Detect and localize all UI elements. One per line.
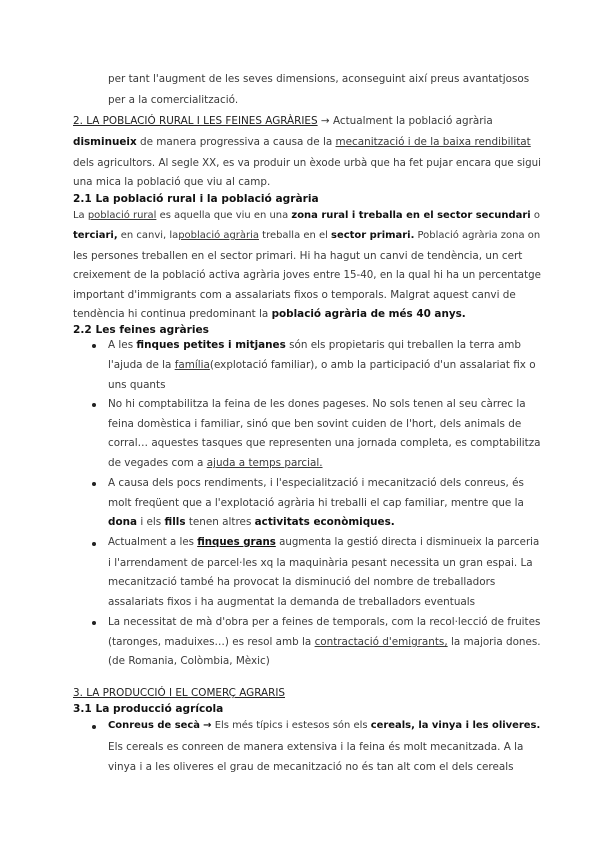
list-item-line <box>108 515 395 529</box>
paragraph-line: una mica la població que viu al camp. <box>73 176 271 188</box>
paragraph-line: important d'immigrants com a assalariats fixos o temporals. Malgrat aquest canvi de <box>73 289 516 301</box>
underlined-term: població rural <box>87 210 157 221</box>
paragraph-text: són els propietaris qui treballen la terra amb <box>289 339 521 351</box>
paragraph-text: Actualment a les <box>108 537 194 548</box>
paragraph-text: de manera progressiva a causa de la <box>140 136 333 148</box>
paragraph-text: es aquella que viu en una <box>159 210 289 221</box>
list-item-line: (de Romania, Colòmbia, Mèxic) <box>108 655 270 667</box>
paragraph-text: treballa en el <box>262 230 328 241</box>
list-item-line <box>108 536 539 550</box>
bullet-icon <box>92 542 96 546</box>
paragraph-text: i els <box>140 516 162 528</box>
paragraph-text: Els més típics i estesos són els <box>214 720 368 731</box>
bullet-icon <box>92 482 96 486</box>
paragraph-line: les persones treballen en el sector primari. Hi ha hagut un canvi de tendència, un cert <box>73 250 523 262</box>
bold-underlined-term: finques grans <box>197 537 276 548</box>
list-item-line: vinya i a les oliveres el grau de mecanització no és tan alt com el dels cereals <box>108 761 514 773</box>
bold-term: fills <box>164 516 186 528</box>
bold-term: sector primari. <box>331 230 415 241</box>
paragraph-line <box>73 209 540 223</box>
list-item-line <box>108 456 323 470</box>
paragraph-text: Actualment la població agrària <box>332 115 493 127</box>
underlined-term: mecanització i de la baixa rendibilitat <box>335 136 531 148</box>
arrow-icon: → <box>320 115 330 127</box>
underlined-term: contractació d'emigrants, <box>314 636 448 648</box>
bold-term: dona <box>108 516 137 528</box>
paragraph-line <box>73 307 466 321</box>
paragraph-line: dels agricultors. Al segle XX, es va produir un èxode urbà que ha fet pujar encara que sigui <box>73 157 541 169</box>
bold-term: població agrària de més 40 anys. <box>271 308 466 320</box>
paragraph-text: o <box>533 210 540 221</box>
section-2-1-title: 2.1 La població rural i la població agrària <box>73 193 319 205</box>
paragraph-text: Població agrària zona on <box>417 230 541 241</box>
paragraph-text: augmenta la gestió directa i disminueix la parceria <box>279 537 540 548</box>
underlined-term: família <box>174 359 210 371</box>
list-item-line: A causa dels pocs rendiments, i l'especialització i mecanització dels conreus, és <box>108 477 524 489</box>
bullet-icon <box>92 344 96 348</box>
paragraph-text: la majoria dones. <box>450 636 541 648</box>
paragraph-line: creixement de la població activa agrària joves entre 15-40, en la qual hi ha un percentatge <box>73 269 541 281</box>
list-item-line: i l'arrendament de parcel·les xq la maquinària pesant necessita un gran espai. La <box>108 557 533 569</box>
section-2-title: 2. LA POBLACIÓ RURAL I LES FEINES AGRÀRIES <box>73 115 318 127</box>
underlined-term: ajuda a temps parcial. <box>206 457 323 469</box>
bold-term: Conreus de secà <box>108 720 200 731</box>
list-item-line <box>108 358 536 372</box>
paragraph-text: tendència hi continua predominant la <box>73 308 269 320</box>
paragraph-text: (explotació familiar), o amb la participació d'un assalariat fix o <box>209 359 536 371</box>
bold-term: cereals, la vinya i les oliveres. <box>370 720 541 731</box>
paragraph-line <box>73 229 540 243</box>
list-item-line: feina domèstica i familiar, sinó que ben sovint cuiden de l'hort, dels animals de <box>108 418 522 430</box>
list-item-line: corral… aquestes tasques que representen una jornada completa, es comptabilitza <box>108 437 541 449</box>
paragraph-line: per a la comercialització. <box>108 94 239 106</box>
paragraph-text: (taronges, maduixes…) es resol amb la <box>108 636 312 648</box>
paragraph-text: La <box>73 210 85 221</box>
list-item-line: Els cereals es conreen de manera extensiva i la feina és molt mecanitzada. A la <box>108 741 524 753</box>
section-2-2-title: 2.2 Les feines agràries <box>73 324 209 336</box>
list-item-line: La necessitat de mà d'obra per a feines de temporals, com la recol·lecció de fruites <box>108 616 541 628</box>
underlined-term: població agrària <box>178 230 259 241</box>
paragraph-text: en canvi, la <box>120 230 179 241</box>
section-2-line <box>73 114 493 128</box>
paragraph-text: A les <box>108 339 134 351</box>
bold-term: zona rural i treballa en el sector secundari <box>291 210 531 221</box>
section-3-1-title: 3.1 La producció agrícola <box>73 703 224 715</box>
paragraph-line: per tant l'augment de les seves dimensions, aconseguint així preus avantatjosos <box>108 73 530 85</box>
paragraph-text: de vegades com a <box>108 457 204 469</box>
list-item-line: uns quants <box>108 379 166 391</box>
bullet-icon <box>92 403 96 407</box>
bold-term: activitats econòmiques. <box>254 516 395 528</box>
bold-term: finques petites i mitjanes <box>136 339 286 351</box>
paragraph-line <box>73 135 531 149</box>
list-item-line <box>108 635 541 649</box>
arrow-icon: → <box>203 720 212 731</box>
list-item-line <box>108 338 521 352</box>
list-item-line <box>108 719 540 733</box>
list-item-line: mecanització també ha provocat la disminució del nombre de treballadors <box>108 576 496 588</box>
bullet-icon <box>92 725 96 729</box>
bullet-icon <box>92 621 96 625</box>
bold-term: disminueix <box>73 136 137 148</box>
list-item-line: No hi comptabilitza la feina de les dones pageses. No sols tenen al seu càrrec la <box>108 398 526 410</box>
list-item-line: molt freqüent que a l'explotació agrària hi treballi el cap familiar, mentre que la <box>108 497 524 509</box>
list-item-line: assalariats fixos i ha augmentat la demanda de treballadors eventuals <box>108 596 476 608</box>
paragraph-text: l'ajuda de la <box>108 359 172 371</box>
section-3-title: 3. LA PRODUCCIÓ I EL COMERÇ AGRARIS <box>73 687 285 699</box>
bold-term: terciari, <box>73 230 118 241</box>
paragraph-text: tenen altres <box>188 516 252 528</box>
